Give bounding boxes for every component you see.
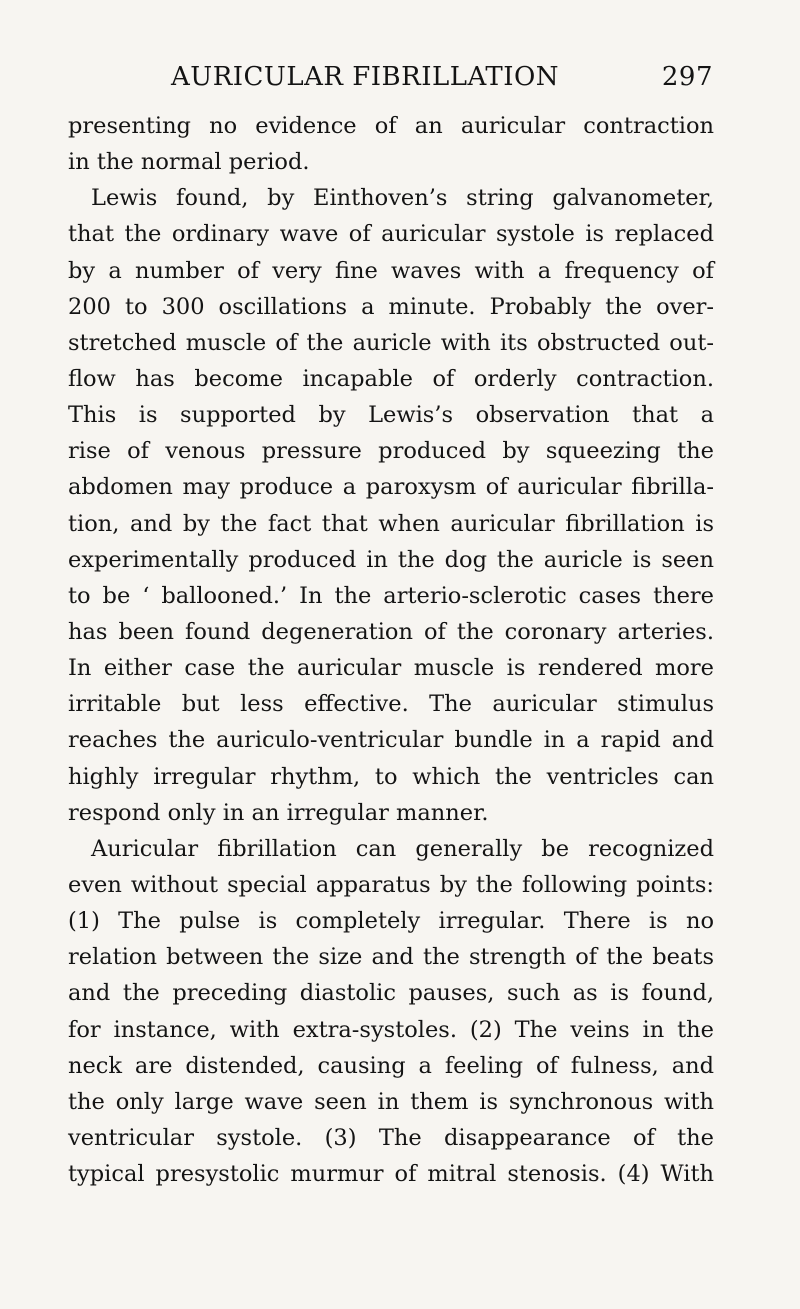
text-line: in the normal period.	[68, 149, 310, 176]
text-line: for instance, with extra-systoles. (2) The veins in the	[68, 1016, 714, 1043]
text-line: highly irregular rhythm, to which the ventricles can	[68, 763, 714, 790]
text-line: neck are distended, causing a feeling of fulness, and	[68, 1052, 714, 1079]
text-line: flow has become incapable of orderly contraction.	[68, 365, 714, 392]
text-line: has been found degeneration of the coronary arteries.	[68, 618, 714, 645]
text-line: experimentally produced in the dog the auricle is seen	[68, 546, 714, 573]
text-line: (1) The pulse is completely irregular. There is no	[68, 908, 714, 935]
body-text	[68, 108, 714, 1192]
text-line: even without special apparatus by the following points:	[68, 871, 714, 898]
running-title: AURICULAR FIBRILLATION	[171, 62, 560, 92]
text-line: stretched muscle of the auricle with its obstructed out-	[68, 329, 714, 356]
text-line: respond only in an irregular manner.	[68, 799, 489, 826]
text-line: In either case the auricular muscle is rendered more	[68, 655, 714, 682]
text-line: abdomen may produce a paroxysm of auricular fibrilla-	[68, 474, 714, 501]
text-line: Auricular fibrillation can generally be recognized	[91, 835, 714, 862]
page-number: 297	[661, 62, 713, 92]
text-line: This is supported by Lewis’s observation that a	[68, 402, 714, 429]
text-line: irritable but less effective. The auricular stimulus	[68, 691, 714, 718]
text-line: that the ordinary wave of auricular systole is replaced	[68, 221, 714, 248]
text-line: Lewis found, by Einthoven’s string galvanometer,	[91, 185, 714, 212]
text-line: typical presystolic murmur of mitral stenosis. (4) With	[68, 1161, 714, 1188]
text-line: presenting no evidence of an auricular contraction	[68, 113, 714, 139]
text-line: and the preceding diastolic pauses, such as is found,	[68, 980, 714, 1007]
text-line: by a number of very fine waves with a frequency of	[68, 257, 714, 284]
running-head	[171, 62, 713, 102]
text-line: ventricular systole. (3) The disappearance of the	[68, 1124, 714, 1151]
text-line: tion, and by the fact that when auricular fibrillation is	[68, 510, 714, 537]
text-line: 200 to 300 oscillations a minute. Probably the over-	[68, 293, 714, 320]
text-line: to be ‘ ballooned.’ In the arterio-sclerotic cases there	[68, 582, 714, 609]
text-line: rise of venous pressure produced by squeezing the	[68, 438, 714, 465]
text-line: reaches the auriculo-ventricular bundle in a rapid and	[68, 727, 714, 754]
text-line: relation between the size and the strength of the beats	[68, 944, 714, 971]
text-line: the only large wave seen in them is synchronous with	[68, 1088, 714, 1115]
